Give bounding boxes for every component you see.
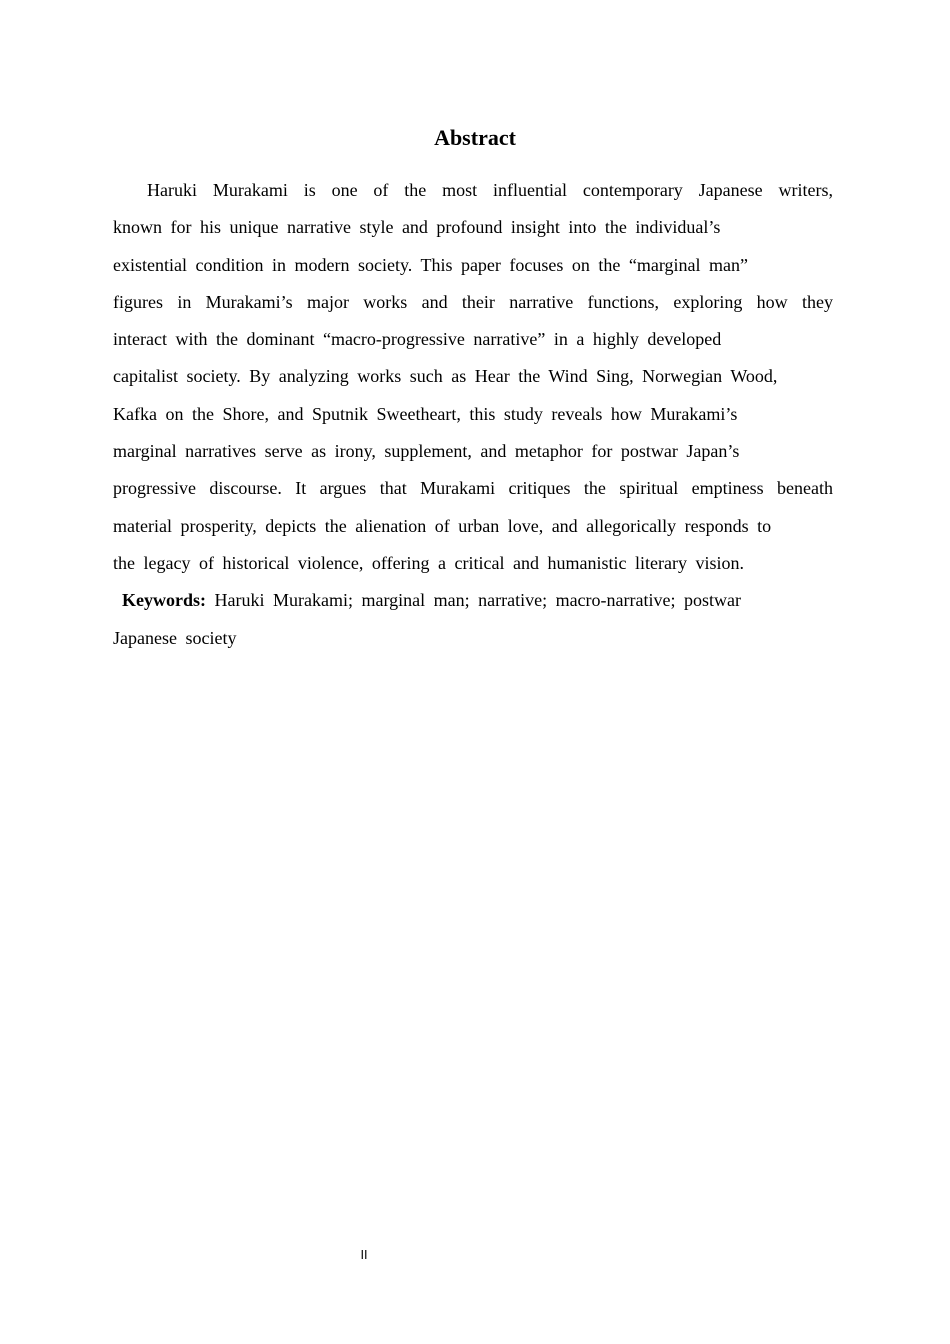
abstract-line: the legacy of historical violence, offering a critical and humanistic literary vision.: [113, 552, 744, 573]
keywords-line: [113, 582, 833, 619]
abstract-line: material prosperity, depicts the alienation of urban love, and allegorically responds to: [113, 515, 772, 536]
keywords-label: Keywords:: [122, 590, 206, 611]
abstract-line: progressive discourse. It argues that Murakami critiques the spiritual emptiness beneath: [113, 478, 833, 499]
abstract-line: figures in Murakami’s major works and their narrative functions, exploring how they: [113, 291, 833, 312]
abstract-line: Kafka on the Shore, and Sputnik Sweetheart, this study reveals how Murakami’s: [113, 403, 738, 424]
abstract-line: Haruki Murakami is one of the most influential contemporary Japanese writers,: [147, 180, 833, 200]
abstract-body: [113, 172, 833, 657]
abstract-title: Abstract: [434, 125, 516, 150]
abstract-line: existential condition in modern society. This paper focuses on the “marginal man”: [113, 254, 749, 275]
abstract-line: known for his unique narrative style and profound insight into the individual’s: [113, 217, 721, 238]
abstract-line: interact with the dominant “macro-progressive narrative” in a highly developed: [113, 329, 722, 350]
abstract-line: capitalist society. By analyzing works such as Hear the Wind Sing, Norwegian Wood,: [113, 366, 778, 387]
keywords-continuation: Japanese society: [113, 627, 237, 648]
page-number: II: [360, 1248, 368, 1262]
keywords-text: Haruki Murakami; marginal man; narrative; macro-narrative; postwar: [214, 590, 741, 611]
abstract-line: marginal narratives serve as irony, supplement, and metaphor for postwar Japan’s: [113, 441, 740, 462]
